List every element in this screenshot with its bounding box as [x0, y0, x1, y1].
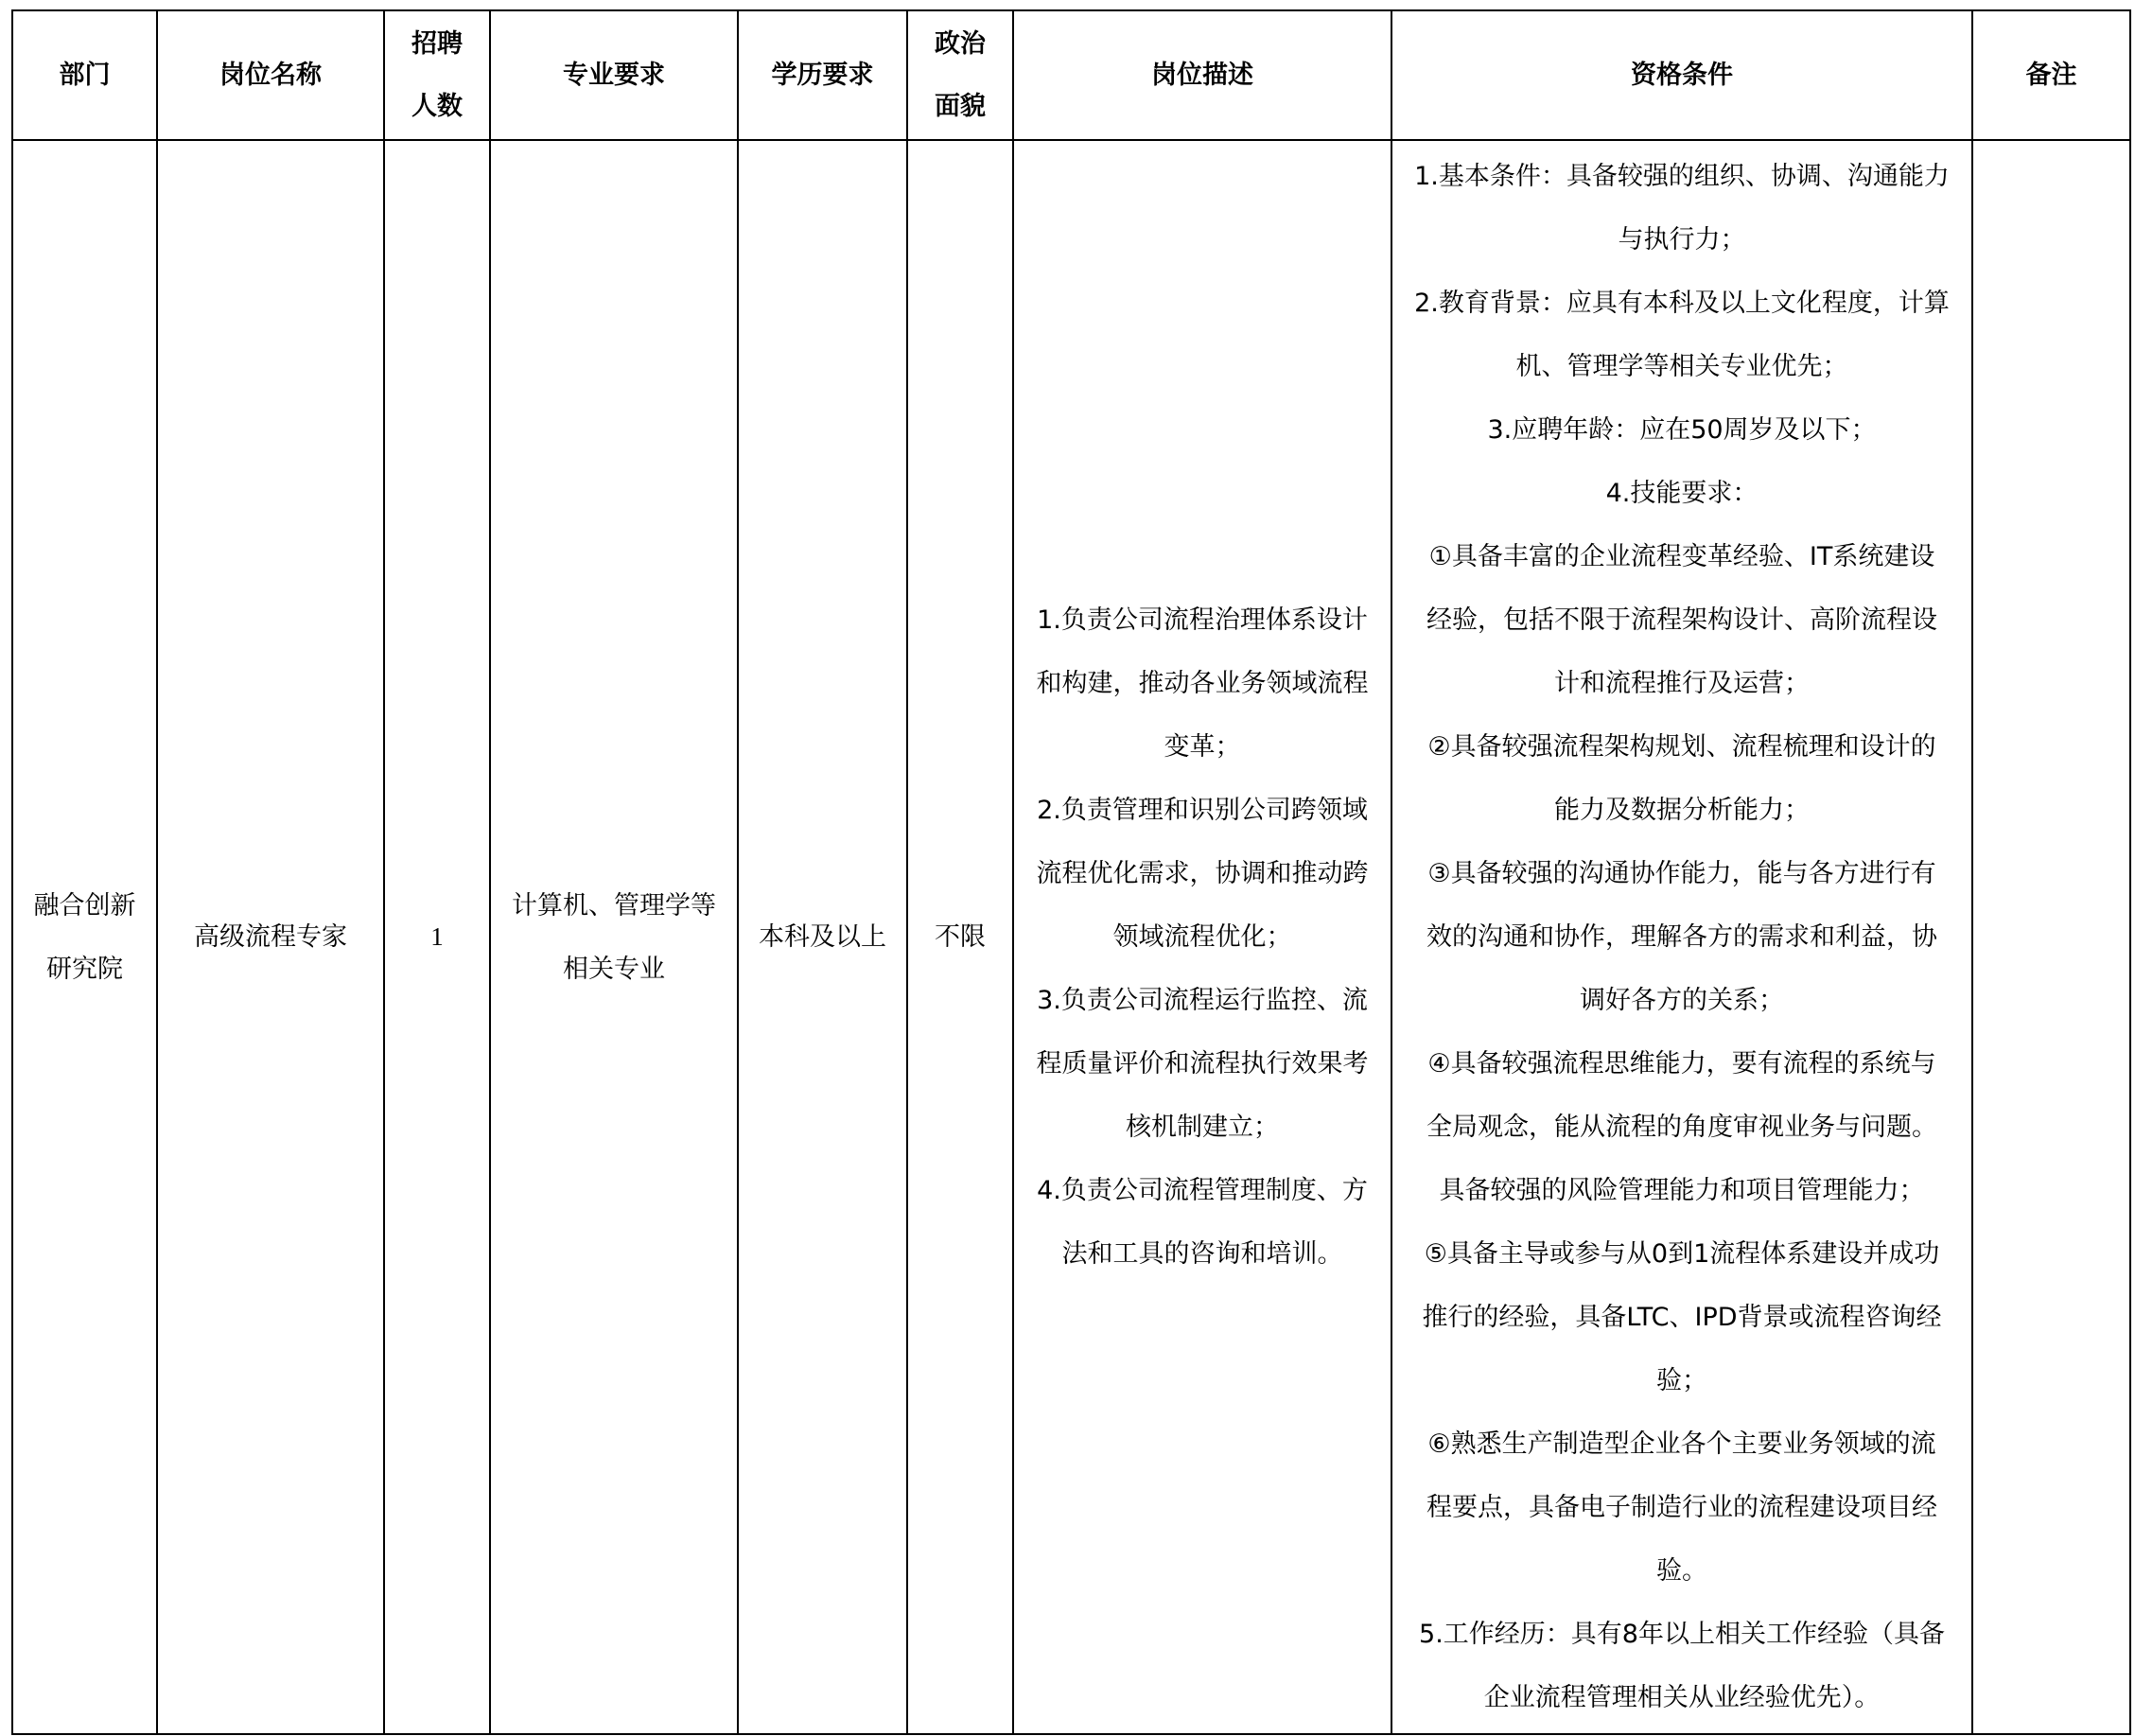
qualification-line: 验；	[1656, 1366, 1707, 1395]
qualification-line: 能力及数据分析能力；	[1554, 796, 1810, 825]
header-remarks: 备注	[1972, 10, 2130, 140]
header-education: 学历要求	[738, 10, 907, 140]
qualification-line: 4.技能要求：	[1605, 479, 1759, 508]
description-line: 法和工具的咨询和培训。	[1061, 1239, 1343, 1269]
qualification-line: ④具备较强流程思维能力，要有流程的系统与	[1427, 1049, 1936, 1078]
description-line: 核机制建立；	[1126, 1113, 1279, 1142]
qualification-line: ②具备较强流程架构规划、流程梳理和设计的	[1427, 732, 1936, 762]
cell-political: 不限	[907, 140, 1013, 1734]
description-line: 领域流程优化；	[1112, 922, 1292, 952]
cell-position: 高级流程专家	[157, 140, 384, 1734]
description-line: 4.负责公司流程管理制度、方	[1037, 1176, 1368, 1205]
qualification-line: ③具备较强的沟通协作能力，能与各方进行有	[1427, 859, 1936, 888]
qualification-line: 推行的经验，具备LTC、IPD背景或流程咨询经	[1422, 1303, 1942, 1332]
description-line: 1.负责公司流程治理体系设计	[1037, 605, 1368, 635]
cell-dept-line2: 研究院	[46, 954, 123, 984]
header-political	[907, 10, 1013, 140]
header-position: 岗位名称	[157, 10, 384, 140]
qualification-line: 机、管理学等相关专业优先；	[1515, 352, 1848, 381]
qualification-line: 计和流程推行及运营；	[1554, 669, 1810, 698]
cell-dept	[12, 140, 157, 1734]
cell-remarks	[1972, 140, 2130, 1734]
header-major: 专业要求	[490, 10, 738, 140]
qualification-line: ①具备丰富的企业流程变革经验、IT系统建设	[1428, 542, 1935, 571]
qualification-line: 企业流程管理相关从业经验优先）。	[1483, 1683, 1881, 1712]
description-line: 程质量评价和流程执行效果考	[1036, 1049, 1369, 1078]
description-line: 2.负责管理和识别公司跨领域	[1037, 796, 1368, 825]
description-line: 3.负责公司流程运行监控、流	[1037, 986, 1368, 1015]
cell-major-line2: 相关专业	[563, 954, 665, 984]
header-political-line2: 面貌	[935, 91, 986, 121]
header-dept: 部门	[12, 10, 157, 140]
cell-qualifications	[1391, 140, 1972, 1734]
header-count	[384, 10, 490, 140]
cell-description	[1013, 140, 1391, 1734]
header-description: 岗位描述	[1013, 10, 1391, 140]
job-posting-table	[11, 9, 2131, 1735]
cell-major	[490, 140, 738, 1734]
header-row	[12, 10, 2130, 140]
qualification-line: 调好各方的关系；	[1580, 986, 1784, 1015]
header-count-line1: 招聘	[411, 28, 463, 59]
description-line: 变革；	[1164, 732, 1241, 762]
cell-dept-line1: 融合创新	[33, 890, 136, 921]
qualification-line: 验。	[1656, 1556, 1707, 1586]
qualification-line: ⑤具备主导或参与从0到1流程体系建设并成功	[1424, 1239, 1940, 1269]
qualification-line: 程要点，具备电子制造行业的流程建设项目经	[1426, 1493, 1937, 1522]
qualification-line: 经验，包括不限于流程架构设计、高阶流程设	[1426, 605, 1937, 635]
cell-education: 本科及以上	[738, 140, 907, 1734]
qualification-line: 2.教育背景：应具有本科及以上文化程度，计算	[1414, 289, 1950, 318]
qualification-line: 全局观念，能从流程的角度审视业务与问题。	[1426, 1113, 1937, 1142]
qualification-line: 与执行力；	[1618, 225, 1746, 254]
cell-major-line1: 计算机、管理学等	[512, 890, 716, 921]
qualification-line: 3.应聘年龄：应在50周岁及以下；	[1487, 415, 1877, 445]
header-political-line1: 政治	[935, 28, 986, 59]
qualification-line: 1.基本条件：具备较强的组织、协调、沟通能力	[1414, 162, 1950, 191]
description-line: 和构建，推动各业务领域流程	[1036, 669, 1369, 698]
qualification-line: 5.工作经历：具有8年以上相关工作经验（具备	[1419, 1620, 1945, 1649]
qualification-line: ⑥熟悉生产制造型企业各个主要业务领域的流	[1427, 1429, 1936, 1459]
qualification-line: 效的沟通和协作，理解各方的需求和利益，协	[1426, 922, 1937, 952]
header-qualifications: 资格条件	[1391, 10, 1972, 140]
qualification-line: 具备较强的风险管理能力和项目管理能力；	[1439, 1176, 1925, 1205]
header-count-line2: 人数	[411, 91, 463, 121]
table-row	[12, 140, 2130, 1734]
description-line: 流程优化需求，协调和推动跨	[1036, 859, 1369, 888]
cell-count: 1	[384, 140, 490, 1734]
